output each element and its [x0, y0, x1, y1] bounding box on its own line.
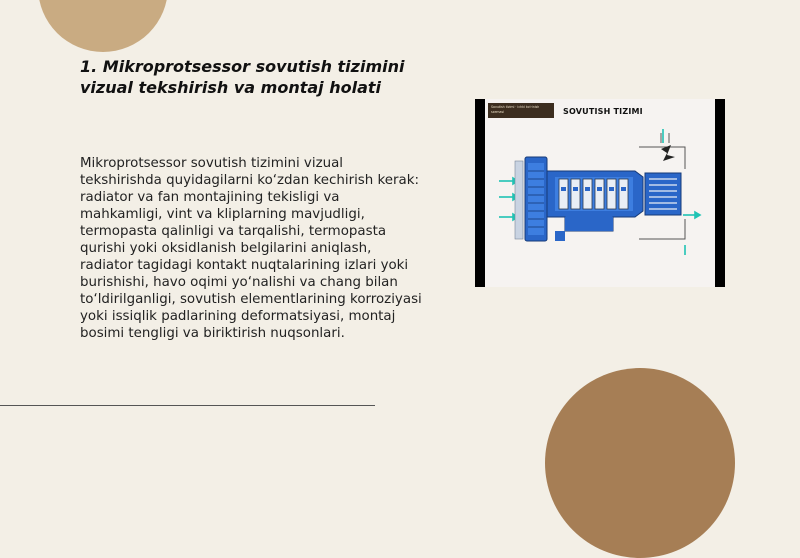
decorative-circle-top	[38, 0, 168, 52]
divider-line	[0, 405, 375, 406]
slide-title: 1. Mikroprotsessor sovutish tizimini vizual tekshirish va montaj holati	[80, 57, 405, 97]
heat-exchanger-coil	[645, 173, 681, 215]
slide-body-text: Mikroprotsessor sovutish tizimini vizual tekshirishda quyidagilarni ko‘zdan kechirish kerak: radiator va fan montajining tekisligi va mahkamligi, vint va kliplarning mavjudligi, termopasta qalinligi va tarqalishi, termopasta qurishi yoki oksidlanish belgilarini aniqlash, radiator tagidagi kontakt nuqtalarining izlari yoki burishishi, havo oqimi yo‘nalishi va chang bilan to‘ldirilganligi, sovutish elementlarining korroziyasi yoki issiqlik padlarining deformatsiyasi, montaj bosimi tengligi va biriktirish nuqsonlari.	[80, 156, 422, 341]
cooling-diagram	[485, 99, 715, 287]
figure-logo: Sovutish tizimi · ichki ko‘rinish sxemasi	[488, 103, 554, 118]
pump-housing	[547, 171, 643, 241]
figure-panel	[485, 99, 715, 287]
figure-heading: SOVUTISH TIZIMI	[563, 107, 643, 116]
radiator-block	[515, 157, 547, 241]
cooling-system-figure	[475, 99, 725, 287]
decorative-circle-bottom	[545, 368, 735, 558]
